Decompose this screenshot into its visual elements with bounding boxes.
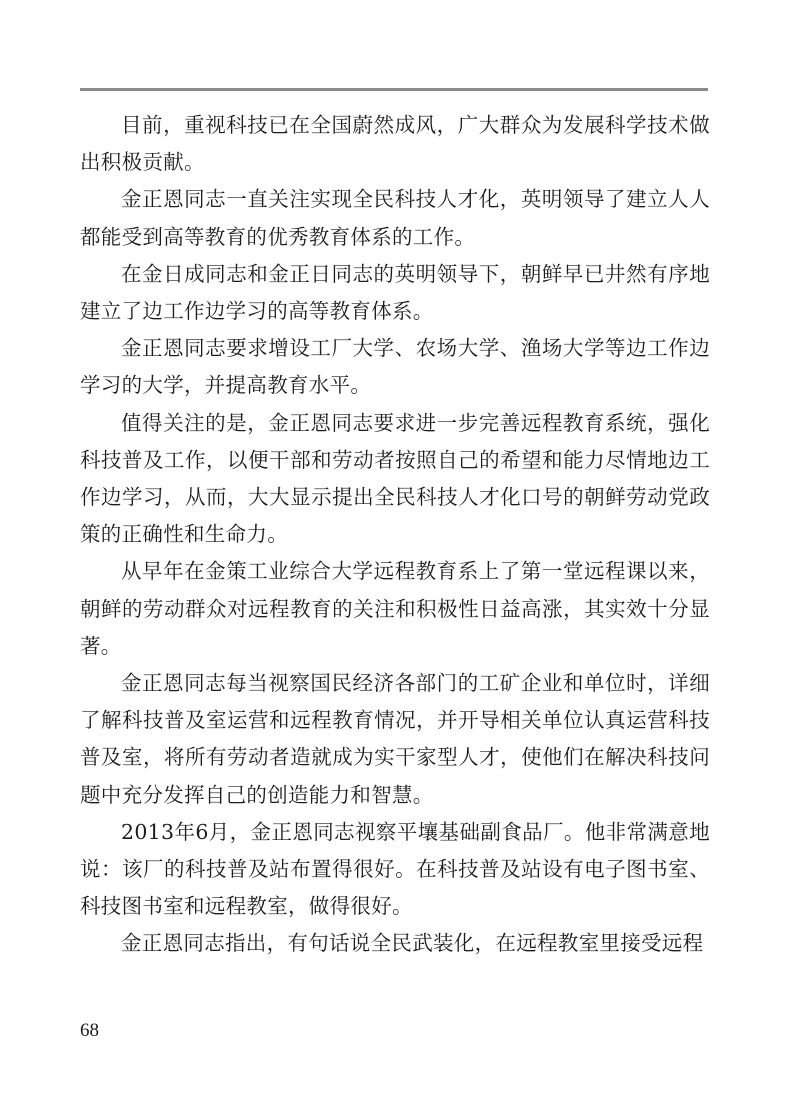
body-text [80, 107, 710, 963]
paragraph: 从早年在金策工业综合大学远程教育系上了第一堂远程课以来，朝鲜的劳动群众对远程教育的关注和积极性日益高涨，其实效十分显著。 [80, 559, 710, 658]
paragraph: 金正恩同志一直关注实现全民科技人才化，英明领导了建立人人都能受到高等教育的优秀教育体系的工作。 [80, 187, 710, 249]
header-rule [80, 88, 708, 91]
paragraph: 值得关注的是，金正恩同志要求进一步完善远程教育系统，强化科技普及工作，以便干部和劳动者按照自己的希望和能力尽情地边工作边学习，从而，大大显示提出全民科技人才化口号的朝鲜劳动党政策的正确性和生命力。 [80, 410, 710, 547]
paragraph: 在金日成同志和金正日同志的英明领导下，朝鲜早已井然有序地建立了边工作边学习的高等教育体系。 [80, 261, 710, 324]
paragraph: 2013年6月，金正恩同志视察平壤基础副食品厂。他非常满意地说：该厂的科技普及站布置得很好。在科技普及站设有电子图书室、科技图书室和远程教室，做得很好。 [80, 819, 710, 919]
paragraph: 金正恩同志指出，有句话说全民武装化，在远程教室里接受远程 [121, 931, 704, 956]
paragraph: 金正恩同志每当视察国民经济各部门的工矿企业和单位时，详细了解科技普及室运营和远程教育情况，并开导相关单位认真运营科技普及室，将所有劳动者造就成为实干家型人才，使他们在解决科技问题中充分发挥自己的创造能力和智慧。 [80, 671, 710, 807]
paragraph: 金正恩同志要求增设工厂大学、农场大学、渔场大学等边工作边学习的大学，并提高教育水平。 [80, 336, 710, 398]
paragraph: 目前，重视科技已在全国蔚然成风，广大群众为发展科学技术做出积极贡献。 [80, 113, 710, 175]
page-number: 68 [80, 1020, 99, 1041]
